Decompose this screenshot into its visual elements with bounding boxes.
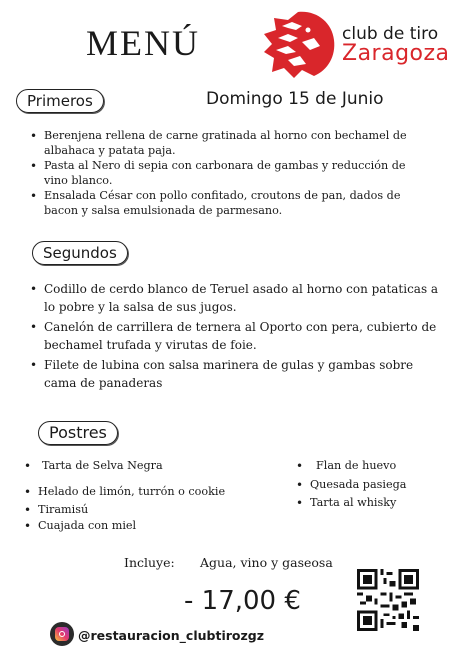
primeros-list [30,129,414,219]
postres-list-right [296,459,456,511]
brand-name-bottom: Zaragoza [342,41,450,66]
list-item: • Filete de lubina con salsa marinera de gulas y gambas sobre cama de panaderas [30,356,440,393]
lion-logo-icon [258,8,338,80]
section-label-primeros: Primeros [16,89,104,113]
menu-date: Domingo 15 de Junio [206,89,384,109]
brand-name-top: club de tiro [342,24,439,44]
list-item: • Berenjena rellena de carne gratinada al horno con bechamel de albahaca y patata paja. [30,129,414,158]
list-item: • Helado de limón, turrón o cookie [24,485,284,500]
postres-right-wrap [296,459,456,512]
section-label-postres: Postres [38,421,118,445]
list-item: • Ensalada César con pollo confitado, croutons de pan, dados de bacon y salsa emulsionada de parmesano. [30,189,414,218]
segundos-list-wrap [30,280,440,393]
section-label-segundos: Segundos [32,241,128,265]
list-item: • Flan de huevo [296,459,456,474]
list-item: • Cuajada con miel [24,519,284,534]
instagram-icon-lens [59,631,65,637]
club-logo [258,8,458,80]
list-item: • Codillo de cerdo blanco de Teruel asado al horno con pataticas a lo pobre y la salsa de sus jugos. [30,280,440,317]
postres-left-wrap [24,459,284,534]
menu-price: - 17,00 € [184,586,301,616]
instagram-handle[interactable]: @restauracion_clubtirozgz [78,628,264,643]
list-item: • Canelón de carrillera de ternera al Oporto con pera, cubierto de bechamel trufada y virutas de foie. [30,318,440,355]
menu-title: MENÚ [86,23,200,63]
list-item: • Tarta de Selva Negra [24,459,284,474]
instagram-icon[interactable] [50,622,74,646]
list-item: • Tiramisú [24,503,284,518]
qr-code-icon[interactable] [357,569,419,631]
list-item: • Quesada pasiega [296,478,456,493]
segundos-list [30,280,440,392]
list-item: • Pasta al Nero di sepia con carbonara de gambas y reducción de vino blanco. [30,159,414,188]
includes-label: Incluye: [124,555,175,570]
primeros-list-wrap [30,129,414,220]
list-item: • Tarta al whisky [296,496,456,511]
postres-list-left [24,459,284,533]
includes-value: Agua, vino y gaseosa [200,555,333,570]
